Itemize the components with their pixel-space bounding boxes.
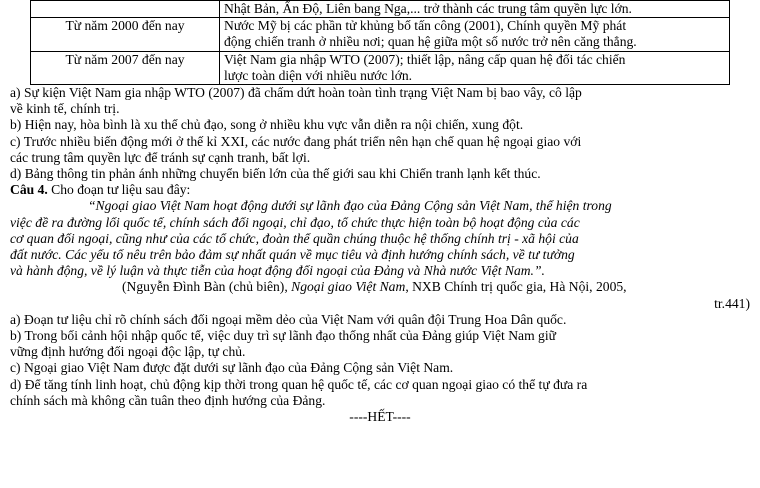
end-mark: ----HẾT----	[349, 409, 411, 425]
period-cell: Từ năm 2000 đến nay	[31, 18, 220, 51]
statement-c-line: c) Trước nhiều biến động mới ở thế kỉ XXI, các nước đang phát triển nên hạn chế quan hệ ngoại giao với	[10, 133, 582, 149]
statement-d-line: d) Để tăng tính linh hoạt, chủ động kịp thời trong quan hệ quốc tế, các cơ quan ngoại giao có thể tự đưa ra	[10, 376, 588, 392]
quote-citation	[10, 279, 750, 295]
statement-c-line: các trung tâm quyền lực để tránh sự cạnh tranh, bất lợi.	[10, 149, 311, 165]
event-cell	[220, 18, 730, 51]
statement-c: c) Ngoại giao Việt Nam được đặt dưới sự lãnh đạo của Đảng Cộng sản Việt Nam.	[10, 360, 454, 376]
question-4-intro: Cho đoạn tư liệu sau đây:	[47, 182, 191, 198]
event-cell	[220, 51, 730, 84]
citation-page: tr.441)	[714, 295, 750, 311]
event-line: Việt Nam gia nhập WTO (2007); thiết lập, nâng cấp quan hệ đối tác chiến	[224, 51, 626, 67]
statement-a: a) Đoạn tư liệu chỉ rõ chính sách đối ngoại mềm dẻo của Việt Nam với quân đội Trung Hoa Dân quốc.	[10, 311, 567, 327]
quote-line: cơ quan đối ngoại, cũng như của các tổ chức, đoàn thể quần chúng thuộc hệ thống chính trị - xã hội của	[10, 230, 579, 246]
table-row	[31, 51, 730, 84]
quote-line: đất nước. Các yếu tố nêu trên bảo đảm sự nhất quán về mục tiêu và định hướng chính sách, về tư tưởng	[10, 247, 575, 263]
statement-d: d) Bảng thông tin phản ánh những chuyển biến lớn của thế giới sau khi Chiến tranh lạnh kết thúc.	[10, 166, 541, 182]
citation-publisher: , NXB Chính trị quốc gia, Hà Nội, 2005,	[405, 279, 627, 295]
period-cell	[31, 1, 220, 18]
exam-page	[10, 0, 750, 425]
quote-line: việc đề ra đường lối quốc tế, chính sách đối ngoại, chỉ đạo, tổ chức thực hiện toàn bộ hoạt động của các	[10, 214, 580, 230]
source-quote	[10, 198, 750, 279]
question-4	[10, 182, 750, 409]
statement-b-line: vững định hướng đối ngoại độc lập, tự chủ.	[10, 344, 246, 360]
event-line: lược toàn diện với nhiều nước lớn.	[224, 67, 413, 83]
quote-line: “Ngoại giao Việt Nam hoạt động dưới sự lãnh đạo của Đảng Cộng sản Việt Nam, thể hiện trong	[88, 198, 612, 214]
question-4-prompt	[10, 182, 750, 198]
statement-b-line: b) Trong bối cảnh hội nhập quốc tế, việc duy trì sự lãnh đạo thống nhất của Đảng giúp Việt Nam giữ	[10, 328, 556, 344]
event-line: Nước Mỹ bị các phần tử khủng bố tấn công (2001), Chính quyền Mỹ phát	[224, 18, 627, 34]
citation-book-title: Ngoại giao Việt Nam	[291, 279, 406, 295]
citation-author: (Nguyễn Đình Bàn (chủ biên),	[122, 279, 292, 295]
quote-line: và hành động, về lý luận và thực tiễn của hoạt động đối ngoại của Đảng và Nhà nước Việt Nam.”.	[10, 263, 545, 279]
statement-a-line: a) Sự kiện Việt Nam gia nhập WTO (2007) đã chấm dứt hoàn toàn tình trạng Việt Nam bị bao vây, cô lập	[10, 85, 582, 101]
event-cell	[220, 1, 730, 18]
table-row	[31, 18, 730, 51]
table-row	[31, 1, 730, 18]
question-3-statements	[10, 85, 750, 182]
event-line: động chiến tranh ở nhiều nơi; quan hệ giữa một số nước trở nên căng thẳng.	[224, 34, 637, 50]
statement-a-line: về kinh tế, chính trị.	[10, 101, 120, 117]
period-cell: Từ năm 2007 đến nay	[31, 51, 220, 84]
question-4-heading: Câu 4.	[10, 182, 48, 198]
statement-b: b) Hiện nay, hòa bình là xu thế chủ đạo, song ở nhiều khu vực vẫn diễn ra nội chiến, xung đột.	[10, 117, 524, 133]
statement-d-line: chính sách mà không cần tuân theo định hướng của Đảng.	[10, 392, 326, 408]
period-events-table	[30, 0, 730, 85]
event-line: Nhật Bản, Ấn Độ, Liên bang Nga,... trở thành các trung tâm quyền lực lớn.	[224, 1, 632, 16]
